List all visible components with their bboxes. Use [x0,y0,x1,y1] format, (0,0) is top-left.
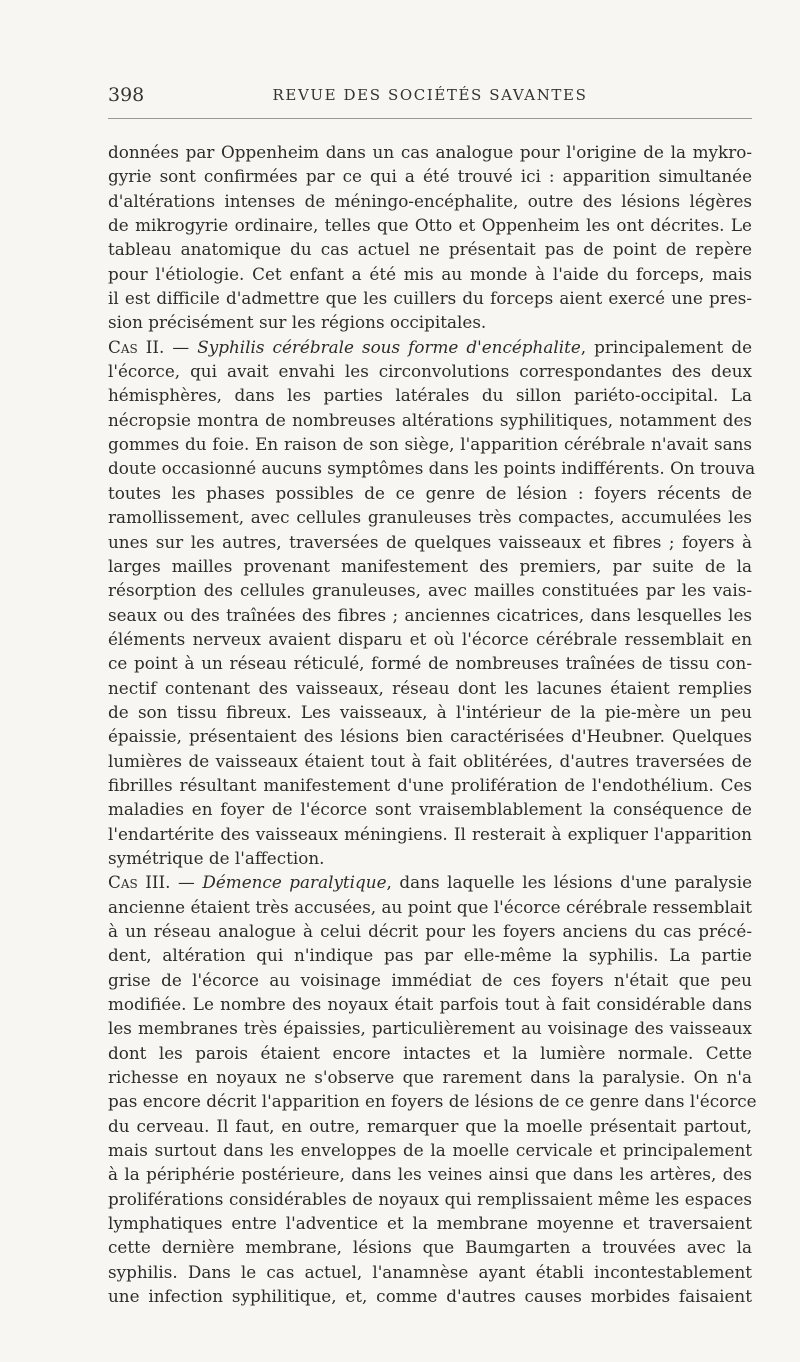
text-line: il est difficile d'admettre que les cuillers du forceps aient exercé une pres- [108,288,752,309]
text-line [108,335,752,359]
text-line: proliférations considérables de noyaux qui remplissaient même les espaces [108,1188,752,1209]
text-line: gyrie sont confirmées par ce qui a été trouvé ici : apparition simultanée [108,166,752,187]
text-line: syphilis. Dans le cas actuel, l'anamnèse ayant établi incontestablement [108,1261,752,1282]
text-line: dent, altération qui n'indique pas par elle-même la syphilis. La partie [108,945,752,966]
case-dash: — [164,336,198,357]
running-title: REVUE DES SOCIÉTÉS SAVANTES [272,86,588,104]
text-line: ramollissement, avec cellules granuleuses très compactes, accumulées les [108,507,752,528]
text-line: unes sur les autres, traversées de quelques vaisseaux et fibres ; foyers à [108,531,752,552]
page-header [108,84,752,108]
case-title: Démence paralytique [202,872,387,893]
text-line: richesse en noyaux ne s'observe que rarement dans la paralysie. On n'a [108,1067,752,1088]
text-line: larges mailles provenant manifestement des premiers, par suite de la [108,555,752,576]
text-line: toutes les phases possibles de ce genre de lésion : foyers récents de [108,482,752,503]
text-line: lymphatiques entre l'adventice et la membrane moyenne et traversaient [108,1213,752,1234]
text-line: d'altérations intenses de méningo-encéphalite, outre des lésions légères [108,190,752,211]
text-line: symétrique de l'affection. [108,847,325,868]
case-label: Cas III. [108,872,171,893]
text-line [108,870,752,894]
text-line: données par Oppenheim dans un cas analogue pour l'origine de la mykro- [108,142,752,162]
text-line: à la périphérie postérieure, dans les veines ainsi que dans les artères, des [108,1164,752,1185]
text-line: nectif contenant des vaisseaux, réseau dont les lacunes étaient remplies [108,677,752,698]
text-line: fibrilles résultant manifestement d'une prolifération de l'endothélium. Ces [108,774,752,795]
text-line: éléments nerveux avaient disparu et où l'écorce cérébrale ressemblait en [108,628,752,649]
case-label: Cas II. [108,336,165,357]
text-line: modifiée. Le nombre des noyaux était parfois tout à fait considérable dans [108,994,752,1015]
text-line: maladies en foyer de l'écorce sont vraisemblablement la conséquence de [108,799,752,820]
text-line: du cerveau. Il faut, en outre, remarquer que la moelle présentait partout, [108,1115,752,1136]
text-line: grise de l'écorce au voisinage immédiat de ces foyers n'était que peu [108,969,752,990]
text-line: de mikrogyrie ordinaire, telles que Otto et Oppenheim les ont décrites. Le [108,215,752,236]
text-line: pas encore décrit l'apparition en foyers de lésions de ce genre dans l'écorce [108,1091,757,1112]
text-line: l'écorce, qui avait envahi les circonvolutions correspondantes des deux [108,361,752,382]
case-text: , dans laquelle les lésions d'une paralysie [386,872,752,893]
case-text: , principalement de [580,336,752,357]
body-text [108,140,757,1309]
text-line: l'endartérite des vaisseaux méningiens. Il resterait à expliquer l'apparition [108,823,752,844]
text-line: lumières de vaisseaux étaient tout à fait oblitérées, d'autres traversées de [108,750,752,771]
text-line: tableau anatomique du cas actuel ne présentait pas de point de repère [108,239,752,260]
text-line: gommes du foie. En raison de son siège, l'apparition cérébrale n'avait sans [108,434,752,455]
text-line: les membranes très épaissies, particulièrement au voisinage des vaisseaux [108,1018,752,1039]
text-line: une infection syphilitique, et, comme d'autres causes morbides faisaient [108,1286,752,1307]
text-line: dont les parois étaient encore intactes et la lumière normale. Cette [108,1042,752,1063]
text-line: hémisphères, dans les parties latérales du sillon pariéto-occipital. La [108,385,752,406]
text-line: sion précisément sur les régions occipitales. [108,312,487,333]
text-line: résorption des cellules granuleuses, avec mailles constituées par les vais- [108,580,752,601]
page-number: 398 [108,84,145,106]
text-line: épaissie, présentaient des lésions bien caractérisées d'Heubner. Quelques [108,726,752,747]
text-line: nécropsie montra de nombreuses altérations syphilitiques, notamment des [108,409,752,430]
text-line: ancienne étaient très accusées, au point que l'écorce cérébrale ressemblait [108,896,752,917]
text-line: de son tissu fibreux. Les vaisseaux, à l'intérieur de la pie-mère un peu [108,701,752,722]
text-line: mais surtout dans les enveloppes de la moelle cervicale et principalement [108,1140,752,1161]
header-rule [108,118,752,119]
case-dash: — [170,872,203,893]
text-line: doute occasionné aucuns symptômes dans les points indifférents. On trouva [108,458,756,479]
text-line: seaux ou des traînées des fibres ; anciennes cicatrices, dans lesquelles les [108,604,752,625]
case-title: Syphilis cérébrale sous forme d'encéphalite [197,336,581,357]
text-line: cette dernière membrane, lésions que Baumgarten a trouvées avec la [108,1237,752,1258]
text-line: ce point à un réseau réticulé, formé de nombreuses traînées de tissu con- [108,653,752,674]
text-line: pour l'étiologie. Cet enfant a été mis au monde à l'aide du forceps, mais [108,263,752,284]
text-line: à un réseau analogue à celui décrit pour les foyers anciens du cas précé- [108,921,752,941]
